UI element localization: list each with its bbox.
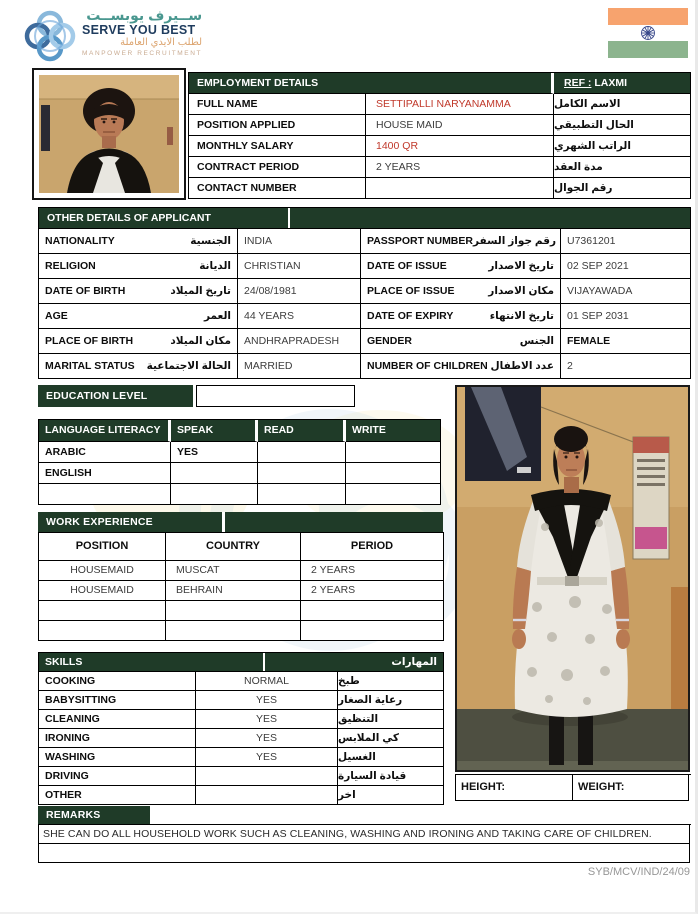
remarks-header: REMARKS — [38, 806, 150, 824]
language-cell — [171, 484, 258, 505]
field-label-arabic: الراتب الشهري — [554, 136, 691, 157]
ashoka-chakra-icon — [642, 27, 655, 40]
skill-label-arabic: التنظيق — [338, 710, 444, 729]
field-label-arabic: رقم الجوال — [554, 178, 691, 199]
field-label: AGE العمر — [39, 304, 238, 329]
weight-field: WEIGHT: — [573, 775, 689, 801]
column-header: POSITION — [39, 533, 166, 561]
field-label: DATE OF EXPIRY تاريخ الانتهاء — [361, 304, 561, 329]
applicant-fullbody-photo — [455, 385, 690, 772]
experience-cell: 2 YEARS — [301, 581, 444, 601]
language-cell — [346, 484, 441, 505]
skill-label: COOKING — [39, 672, 196, 691]
field-label: PASSPORT NUMBER رقم جواز السفر — [361, 229, 561, 254]
skill-label-arabic: قيادة السيارة — [338, 767, 444, 786]
language-cell — [39, 484, 171, 505]
field-value-place-of-birth: ANDHRAPRADESH — [238, 329, 361, 354]
field-value-full-name: SETTIPALLI NARYANAMMA — [366, 94, 554, 115]
language-cell — [258, 463, 346, 484]
field-value-religion: CHRISTIAN — [238, 254, 361, 279]
ref-header: REF : LAXMI — [554, 73, 691, 94]
field-label: RELIGION الديانة — [39, 254, 238, 279]
field-label: POSITION APPLIED — [189, 115, 366, 136]
skill-label-arabic: كي الملابس — [338, 729, 444, 748]
logo-english-tagline: MANPOWER RECRUITMENT — [82, 50, 203, 58]
experience-cell: MUSCAT — [166, 561, 301, 581]
language-cell — [258, 484, 346, 505]
skills-table — [38, 652, 444, 805]
height-field: HEIGHT: — [456, 775, 573, 801]
experience-cell: 2 YEARS — [301, 561, 444, 581]
experience-cell — [166, 601, 301, 621]
skill-label: DRIVING — [39, 767, 196, 786]
remarks-empty-row — [39, 844, 690, 863]
language-cell — [346, 463, 441, 484]
field-label: DATE OF ISSUE تاريخ الاصدار — [361, 254, 561, 279]
work-experience-header: WORK EXPERIENCE — [38, 512, 443, 532]
skill-value: NORMAL — [196, 672, 338, 691]
skill-value: YES — [196, 691, 338, 710]
language-cell: YES — [171, 442, 258, 463]
skill-label: BABYSITTING — [39, 691, 196, 710]
work-experience-table — [38, 532, 444, 641]
skill-label: WASHING — [39, 748, 196, 767]
logo-english-name: SERVE YOU BEST — [82, 22, 196, 37]
language-cell: ENGLISH — [39, 463, 171, 484]
column-header: WRITE — [346, 420, 441, 442]
field-value-passport-number: U7361201 — [561, 229, 691, 254]
logo-knot-icon — [24, 10, 76, 62]
field-label: PLACE OF ISSUE مكان الاصدار — [361, 279, 561, 304]
language-cell — [258, 442, 346, 463]
skill-label: OTHER — [39, 786, 196, 805]
field-value-date-of-expiry: 01 SEP 2031 — [561, 304, 691, 329]
field-label: CONTRACT PERIOD — [189, 157, 366, 178]
remarks-box — [38, 824, 691, 863]
field-label: CONTACT NUMBER — [189, 178, 366, 199]
language-cell: ARABIC — [39, 442, 171, 463]
experience-cell: HOUSEMAID — [39, 561, 166, 581]
field-label: NATIONALITY الجنسية — [39, 229, 238, 254]
field-label: DATE OF BIRTH تاريخ الميلاد — [39, 279, 238, 304]
other-details-header: OTHER DETAILS OF APPLICANT — [39, 208, 691, 229]
field-label: FULL NAME — [189, 94, 366, 115]
field-label-arabic: الحال التطبيقي — [554, 115, 691, 136]
experience-cell — [301, 601, 444, 621]
remarks-text: SHE CAN DO ALL HOUSEHOLD WORK SUCH AS CLEANING, WASHING AND IRONING AND TAKING CARE OF CHILDREN. — [39, 825, 690, 844]
field-label: MARITAL STATUS الحالة الاجتماعية — [39, 354, 238, 379]
skill-label: IRONING — [39, 729, 196, 748]
skill-label: CLEANING — [39, 710, 196, 729]
experience-cell: HOUSEMAID — [39, 581, 166, 601]
field-label-arabic: مدة العقد — [554, 157, 691, 178]
india-flag — [608, 8, 688, 58]
column-header: LANGUAGE LITERACY — [39, 420, 171, 442]
skill-label-arabic: الغسيل — [338, 748, 444, 767]
column-header: READ — [258, 420, 346, 442]
reference-code: SYB/MCV/IND/24/09 — [587, 866, 690, 878]
employment-details-header: EMPLOYMENT DETAILS — [189, 73, 554, 94]
experience-cell — [166, 621, 301, 641]
field-value-children: 2 — [561, 354, 691, 379]
experience-cell — [39, 621, 166, 641]
field-label: MONTHLY SALARY — [189, 136, 366, 157]
skill-value: YES — [196, 710, 338, 729]
field-label-arabic: الاسم الكامل — [554, 94, 691, 115]
field-label: NUMBER OF CHILDREN عدد الاطفال — [361, 354, 561, 379]
column-header: SPEAK — [171, 420, 258, 442]
field-value-contract: 2 YEARS — [366, 157, 554, 178]
column-header: PERIOD — [301, 533, 444, 561]
skill-value — [196, 767, 338, 786]
experience-cell — [39, 601, 166, 621]
field-label: GENDER الجنس — [361, 329, 561, 354]
field-value-place-of-issue: VIJAYAWADA — [561, 279, 691, 304]
skill-label-arabic: رعاية الصغار — [338, 691, 444, 710]
skill-value: YES — [196, 729, 338, 748]
logo-arabic-name: ســيرف يوبســت — [86, 7, 203, 23]
column-header: COUNTRY — [166, 533, 301, 561]
employment-details-table — [188, 72, 691, 199]
field-value-contact — [366, 178, 554, 199]
experience-cell — [301, 621, 444, 641]
skill-value — [196, 786, 338, 805]
education-level-header: EDUCATION LEVEL — [38, 385, 193, 407]
field-value-gender: FEMALE — [561, 329, 691, 354]
language-cell — [346, 442, 441, 463]
logo-arabic-tagline: لطلب الايدي العاملة — [120, 37, 203, 49]
skill-label-arabic: طبخ — [338, 672, 444, 691]
skill-label-arabic: اخر — [338, 786, 444, 805]
skills-header: SKILLS المهارات — [39, 653, 444, 672]
education-level-value — [196, 385, 355, 407]
applicant-portrait-photo — [32, 68, 186, 200]
field-value-position: HOUSE MAID — [366, 115, 554, 136]
experience-cell: BEHRAIN — [166, 581, 301, 601]
field-value-age: 44 YEARS — [238, 304, 361, 329]
language-literacy-table — [38, 419, 441, 505]
other-details-table — [38, 207, 691, 379]
field-value-date-of-birth: 24/08/1981 — [238, 279, 361, 304]
measurements-table — [455, 774, 691, 801]
field-label: PLACE OF BIRTH مكان الميلاد — [39, 329, 238, 354]
field-value-date-of-issue: 02 SEP 2021 — [561, 254, 691, 279]
language-cell — [171, 463, 258, 484]
field-value-salary: 1400 QR — [366, 136, 554, 157]
field-value-marital-status: MARRIED — [238, 354, 361, 379]
skill-value: YES — [196, 748, 338, 767]
agency-logo — [24, 8, 324, 64]
field-value-nationality: INDIA — [238, 229, 361, 254]
